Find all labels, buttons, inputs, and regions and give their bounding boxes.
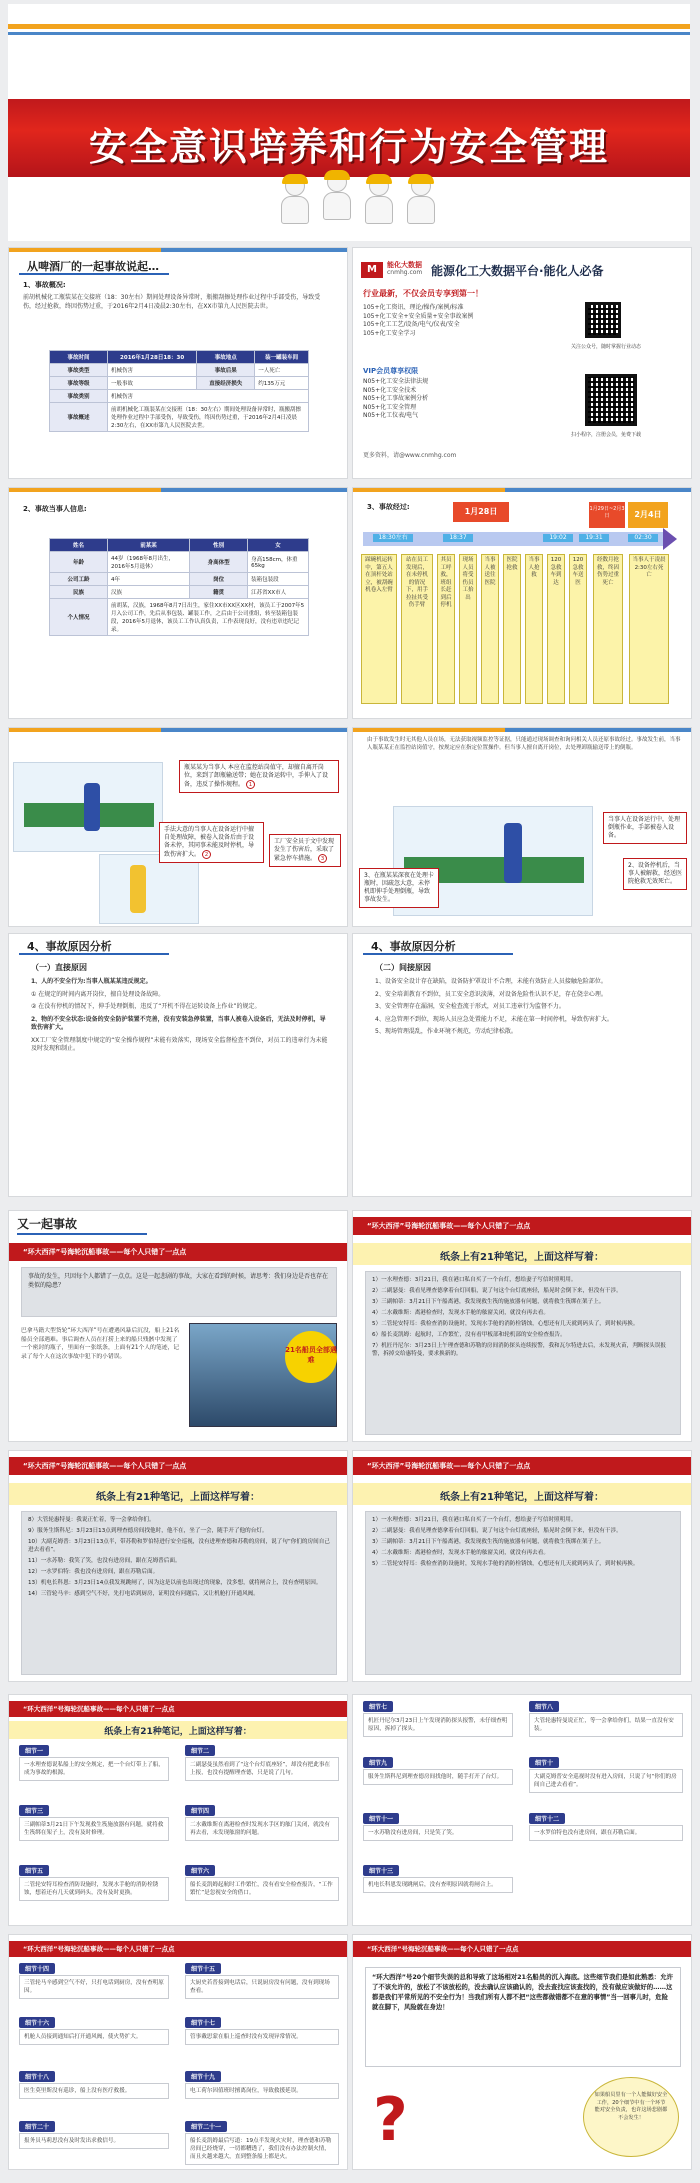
cause-direct-slide xyxy=(8,933,348,1197)
timeline-step: 当事人抢救 xyxy=(525,554,543,704)
details-slide-2 xyxy=(352,1694,692,1926)
qr2-caption: 扫小程序，注册会员，免费下载 xyxy=(571,432,642,438)
story-text: 巴拿马籍大型货轮“环大西洋”号在遭遇风暴后沉没，船上21名船员全部遇难。事后调查人员在打捞上来的船只残骸中发现了一个密封的瓶子，里面有一张纸条，上面有21个人的笔迹，记录了每个人在这次事故中犯下的小错误。 xyxy=(21,1328,180,1360)
detail-note: 二副瑟曼虽然看到了“这个台灯底座轻”，却没有把此事在上报，也没有提醒理查德，只是说了几句。 xyxy=(185,1757,339,1781)
detail-note: 管事戴思蒙在船上巡查时没有发现异常情况。 xyxy=(185,2029,339,2045)
section-header: 4、事故原因分析 xyxy=(371,940,456,953)
detail-tag: 细节三 xyxy=(19,1805,49,1816)
time-label: 02:30 xyxy=(628,534,658,542)
detail-tag: 细节十二 xyxy=(529,1813,565,1824)
timeline-step: 现场人员将受伤员工抬出 xyxy=(459,554,477,704)
detail-tag: 细节十九 xyxy=(185,2071,221,2082)
details-slide-3 xyxy=(8,1934,348,2170)
summary-text: 前胡机械化工瓶装某在交接班（18：30左右）期间处理设备异常时，瓶搬刮擦处理作业过程中手部受伤，导致受伤，经过抢救，终因伤势过重，于2016年2月4日凌晨2:30左右，在XX市第九人民医院去世。 xyxy=(23,294,321,310)
qr-code-icon[interactable] xyxy=(585,302,621,338)
callout-4: 当事人在设备运行中，处理倒瓶作业，手部被卷入设备。 xyxy=(603,812,687,844)
banner-text: “环大西洋”号海轮沉船事故——每个人只错了一点点 xyxy=(367,1462,531,1470)
time-label: 19:02 xyxy=(543,534,573,542)
banner-text: “环大西洋”号海轮沉船事故——每个人只错了一点点 xyxy=(23,1462,187,1470)
timeline-step: 120急救车到达 xyxy=(547,554,565,704)
cause-title: （一）直接原因 xyxy=(31,963,87,972)
detail-tag: 细节九 xyxy=(363,1757,393,1768)
detail-note: 一水理查德说私船上的安全规定，把一个台灯带上了船，成为事故的根源。 xyxy=(19,1757,169,1781)
detail-note: 二水戴维斯在离港检查时发现水手区的舷门关闭，就没有再去看，未发现舷窗的问题。 xyxy=(185,1817,339,1841)
detail-tag: 细节十八 xyxy=(19,2071,55,2082)
time-label: 19:31 xyxy=(579,534,609,542)
detail-tag: 细节二十一 xyxy=(185,2121,227,2132)
detail-tag: 细节十三 xyxy=(363,1865,399,1876)
detail-note: 大管轮惠特曼说正忙，等一会拿给你们，结果一直没有安装。 xyxy=(529,1713,683,1737)
notes-list: 1）一水理查德：3月21日，我在港口私自买了一个台灯，想给妻子写信时照明用。 2）二副瑟曼：我看见理查德拿着台灯回船，说了句这个台灯底座轻，船晃时会倒下来，但没有干涉。 3）三副帕蒂：3月21日下午船离港，我发现救生筏的施放器有问题，就将救生筏绑在架子上。 4）二水戴维斯：离港检查时，发现水手舱的舷窗关闭，就没有再去看。 5）二管轮安特耳：我检查消防设施时，发现水手舱的消防栓锈蚀，心想还有几天就到码头了，到时候再换。 6）船长麦凯姆：起航时，工作繁忙，没有看甲板部和轮机部的安全检查报告。 7）机匠丹尼尔：3月23日上午理查德和苏勒的房间消防探头连续报警，我和瓦尔特进去后，未发现火苗，判断探头误报警，拆掉交给惠特曼，要求换新的。 xyxy=(365,1271,681,1435)
story-slide-2 xyxy=(8,1450,348,1682)
scene-slide-2 xyxy=(352,727,692,927)
case-table: 事故时间 2016年1月28日18：30 事故地点 装一罐装车间 事故类型 机械伤害 事故后果 一人死亡 事故等级 一般事故 直接经济损失 约135万元 事故类别 机械伤害 事故概述 前胡机械化工瓶装某在交接班（18：30左右）期间处理设备异常时，瓶搬刮擦处理作业过程中手部受伤，导致受伤，终因伤势过重，于2016年2月4日凌晨2:30左右，在XX市第九人民医院去世。 xyxy=(49,350,309,432)
story-slide-3 xyxy=(352,1450,692,1682)
brand-name: 能化大数据 xyxy=(387,261,422,269)
scene-text: 由于事故发生时无其他人员在场，无法获取视频监控等证据，只能通过现场调查和询问相关人员还原事故经过。事故发生前，当事人瓶某某正在监控站岗值守，按规定应在指定位置操作。但当事人擅自离开岗位，去处理卸瓶输送带上的倒瓶。 xyxy=(367,737,681,751)
detail-note: 三副帕蒂3月21日下午发现救生筏施放器有问题，就将救生筏绑在架子上，没有及时修理。 xyxy=(19,1817,169,1841)
story-slide-1 xyxy=(352,1210,692,1442)
section-header: 从啤酒厂的一起事故说起… xyxy=(27,260,159,273)
detail-note: 电工荷尔因值班时擅离岗位，导致救援延误。 xyxy=(185,2083,339,2099)
ad-slide xyxy=(352,247,692,479)
vip-title: VIP会员尊享权限 xyxy=(363,367,419,375)
banner-text: “环大西洋”号海轮沉船事故——每个人只错了一点点 xyxy=(23,1945,175,1953)
ad-title: 能源化工大数据平台·能化人必备 xyxy=(431,264,604,278)
thought-bubble: 如果船员里有一个人能做好安全工作，20个细节中有一个环节能对安全负责，也许这场悲剧都不会发生！ xyxy=(583,2077,679,2157)
detail-tag: 细节四 xyxy=(185,1805,215,1816)
time-label: 18:30左右 xyxy=(373,534,413,542)
conclusion-text: “环大西洋”号20个细节失误的总和导致了这场相对21名船员的沉入海底。这些细节我们是如此熟悉：允许了不该允许的，放松了不该放松的，没去确认应该确认的，没去查找应该查找的，没有做应该做好的……这都是我们平常所见的不安全行为！当我们所有人都不把“这些都做错都不在意的事情”当一回事儿时，危险就在脚下，风险就在身边！ xyxy=(365,1967,681,2067)
callout-3: 工厂安全员于文中发现发生了伤害后，采取了紧急停车措施。 3 xyxy=(269,834,341,867)
banner-text: “环大西洋”号海轮沉船事故——每个人只错了一点点 xyxy=(23,1248,187,1256)
ad-lines: 105+化工资讯、理论/操作/案例/标准 105+化工安全+安全质量+安全事故案例 105+化工工艺/设备/电气/仪表/安全 105+化工安全学习 xyxy=(363,304,474,337)
detail-note: 一水罗伯特也没有进房间，跟在苏勒后面。 xyxy=(529,1825,683,1841)
top-blue-bar xyxy=(8,32,690,35)
conclusion-slide xyxy=(352,1934,692,2170)
worker-figures-illustration xyxy=(258,174,458,224)
vip-list: N05+化工安全法律法规 N05+化工安全技术 N05+化工事故案例分析 N05+化工安全管理 N05+化工仪表/电气 xyxy=(363,378,429,419)
detail-tag: 细节二 xyxy=(185,1745,215,1756)
ad-subtitle: 行业最新，不仅会员专享到第一！ xyxy=(363,289,483,298)
scene-slide-1 xyxy=(8,727,348,927)
cause-indirect-slide xyxy=(352,933,692,1197)
detail-note: 机舱人员接到通知后打开通风阀，使火势扩大。 xyxy=(19,2029,169,2045)
timeline-step: 当事人被送往医院 xyxy=(481,554,499,704)
cause-body: 1、人的不安全行为:当事人瓶某某违反规定。 ① 在规定的时间内离开岗位，擅自处理设备故障。 ② 在没有停机的情况下，伸手处理倒瓶，违反了“开机不得在运转设备上作业”的规定。 2、物的不安全状态:设备的安全防护装置不完善，没有安装急停装置，当事人被卷入设备后，无法及时停机，导致伤害扩大。 XX工厂安全管理制度中规定的“安全操作规程”未能有效落实，现场安全监督检查不到位，对员工的违章行为未能及时发现和制止。 xyxy=(31,978,328,1052)
notes-list: 8）大管轮惠特曼：我说正忙着，等一会拿给你们。 9）服务生斯科尼：3月23日13点到理查德房间找他时，他不在，坐了一会，随手开了他的台灯。 10）大副克姆普：3月23日13点半，带苏勒和罗伯特进行安全巡视，没有进理查德和苏勒的房间，说了句“你们的房间自己进去看看”。 11）一水苏勒：我笑了笑，也没有进房间，跟在克姆普后面。 12）一水罗伯特：我也没有进房间，跟在苏勒后面。 13）机电长科恩：3月23日14点我发现跳闸了，因为这是以前也出现过的现象，没多想，就将闸合上，没有查明原因。 14）三管轮马辛：感到空气不好，先打电话到厨房，证明没有问题后，又让机舱打开通风阀。 xyxy=(21,1511,337,1675)
qr1-caption: 关注公众号，随时掌握行业动态 xyxy=(571,344,642,350)
paper-title: 纸条上有21种笔记，上面这样写着： xyxy=(440,1492,604,1503)
paper-title: 纸条上有21种笔记，上面这样写着： xyxy=(96,1492,260,1503)
machine-illustration xyxy=(13,762,163,852)
time-label: 18:37 xyxy=(443,534,473,542)
timeline-step: 站在员工发现后，在未停机的情况下，用手拉扯其受伤手臂 xyxy=(401,554,433,704)
detail-tag: 细节一 xyxy=(19,1745,49,1756)
detail-note: 机电长科恩发现跳闸后，没有查明原因就将闸合上。 xyxy=(363,1877,513,1893)
timeline-step: 医院抢救 xyxy=(503,554,521,704)
question-mark-icon: ? xyxy=(373,2085,408,2155)
title-text: 安全意识培养和行为安全管理 xyxy=(88,125,609,169)
detail-note: 三管轮马辛感到空气不好，只打电话到厨房，没有查明原因。 xyxy=(19,1975,169,1999)
detail-note: 医生莫里斯没有巡诊，船上没有医疗救援。 xyxy=(19,2083,169,2099)
contact-text: 更多资料，请@www.cnmhg.com xyxy=(363,452,457,459)
detail-note: 大副克姆普安全巡视时没有进入房间，只说了句“你们的房间自己进去看看”。 xyxy=(529,1769,683,1793)
detail-note: 船长麦凯姆最后写道：19点半发现火灾时，理查德和苏勒房间已经烧穿，一切都糟透了，我们没有办法控制火情，而且火越来越大，直到整条船上都是火。 xyxy=(185,2133,339,2165)
persons-slide xyxy=(8,487,348,719)
paper-title: 纸条上有21种笔记，上面这样写着： xyxy=(104,1727,252,1737)
detail-tag: 细节十五 xyxy=(185,1963,221,1974)
detail-tag: 细节十四 xyxy=(19,1963,55,1974)
brand-site[interactable]: cnmhg.com xyxy=(387,269,423,276)
callout-1: 瓶某某为当事人 本应在监控站岗值守，却擅自离开岗位，来到了卸瓶输送带；她在设备运转中，手伸入了设备，违反了操作规程。 1 xyxy=(179,760,339,793)
detail-tag: 细节七 xyxy=(363,1701,393,1712)
detail-note: 一水苏勒没有进房间，只是笑了笑。 xyxy=(363,1825,513,1841)
cause-body: 1、设备安全设计存在缺陷，设备防护罩设计不合理，未能有效防止人员接触危险部位。 2、安全培训教育不到位，员工安全意识淡薄，对设备危险性认识不足，存在侥幸心理。 3、安全管理存在漏洞，安全检查流于形式，对员工违章行为监督不力。 4、应急管理不到位，现场人员应急处置能力不足，未能在第一时间停机，导致伤害扩大。 5、现场管理混乱，作业环境不规范，劳动纪律松散。 xyxy=(375,978,613,1035)
badge-21: 21名船员全部遇难 xyxy=(285,1331,337,1383)
detail-tag: 细节二十 xyxy=(19,2121,55,2132)
detail-note: 报务员马莉思没有及时发出求救信号。 xyxy=(19,2133,169,2149)
date1: 1月28日 xyxy=(453,502,509,522)
cause-title: （二）间接原因 xyxy=(375,963,431,972)
section-header: 又一起事故 xyxy=(17,1217,78,1231)
subsection-title: 1、事故概况: xyxy=(23,281,66,289)
another-accident-slide xyxy=(8,1210,348,1442)
detail-tag: 细节十六 xyxy=(19,2017,55,2028)
case-summary-slide xyxy=(8,247,348,479)
top-orange-bar xyxy=(8,24,690,29)
callout-6: 3、在瓶某某深夜在处理卡瓶时，因疏忽大意，未停机即伸手处理倒瓶，导致事故发生。 xyxy=(359,868,439,908)
detail-tag: 细节十七 xyxy=(185,2017,221,2028)
detail-note: 服务生斯科尼到理查德房间找他时，随手打开了台灯。 xyxy=(363,1769,513,1785)
detail-note: 大厨史若普接到电话后，只说厨房没有问题，没有到现场查看。 xyxy=(185,1975,339,1999)
timeline-step: 当事人于凌晨2:30左右死亡 xyxy=(629,554,669,704)
timeline-step: 120急救车送医 xyxy=(569,554,587,704)
detail-note: 机匠丹尼尔3月23日上午发现消防探头报警，未仔细查明原因，拆掉了探头。 xyxy=(363,1713,513,1737)
timeline-slide xyxy=(352,487,692,719)
intro-box: 事故的发生，只因每个人都错了一点点。这是一起悲剧的事故，大家在看到的时候，请思考：我们身边是否也存在类似的隐患？ xyxy=(21,1267,337,1317)
arrow-head-icon xyxy=(663,528,677,550)
notes-list: 1）一水理查德：3月21日，我在港口私自买了一个台灯，想给妻子写信时照明用。 2）二副瑟曼：我看见理查德拿着台灯回船，说了句这个台灯底座轻，船晃时会倒下来，但没有干涉。 3）三副帕蒂：3月21日下午船离港，我发现救生筏的施放器有问题，就将救生筏绑在架子上。 4）二水戴维斯：离港检查时，发现水手舱的舷窗关闭，就没有再去看。 5）二管轮安特耳：我检查消防设施时，发现水手舱的消防栓锈蚀，心想还有几天就到码头了，到时候再换。 xyxy=(365,1511,681,1675)
subsection-title: 3、事故经过: xyxy=(367,503,410,511)
callout-2: 手法大意的当事人在设备运行中擅自处理故障，被卷入设备后由于设备未停，其同事未能及时停机，导致伤害扩大。 2 xyxy=(159,822,264,863)
banner-text: “环大西洋”号海轮沉船事故——每个人只错了一点点 xyxy=(367,1945,519,1953)
brand-logo-icon: M xyxy=(361,262,383,278)
timeline-step: 踩碗机运转中，第五人在顶杆处站立，被刮碗机卷入左臂 xyxy=(361,554,397,704)
subsection-title: 2、事故当事人信息: xyxy=(23,505,87,513)
detail-tag: 细节十 xyxy=(529,1757,559,1768)
date3: 2月4日 xyxy=(628,502,668,528)
details-slide-1 xyxy=(8,1694,348,1926)
detail-note: 二管轮安特耳检查消防设施时，发现水手舱的消防栓锈蚀，想着还有几天就到码头，没有及时更换。 xyxy=(19,1877,169,1901)
paper-title: 纸条上有21种笔记，上面这样写着： xyxy=(440,1252,604,1263)
section-header: 4、事故原因分析 xyxy=(27,940,112,953)
title-slide xyxy=(8,4,690,241)
worker-illustration xyxy=(99,854,199,924)
detail-note: 船长麦凯姆起航时工作繁忙，没有看安全检查报告，“工作繁忙”是忽视安全的借口。 xyxy=(185,1877,339,1901)
detail-tag: 细节十一 xyxy=(363,1813,399,1824)
detail-tag: 细节八 xyxy=(529,1701,559,1712)
timeline-step: 其员工呼救，班组长赶到后停机 xyxy=(437,554,455,704)
detail-tag: 细节五 xyxy=(19,1865,49,1876)
persons-table: 姓名 前某某 性别 女 年龄 44岁（1968年8月出生，2016年5月退休） 身高体型 身高158cm，体重65kg 公司工龄 4年 岗位 装箱包装段 民族 汉族 籍贯 江苏省XX市人 个人情况 前胡某，汉族，1968年8月7日出生，家住XX市XX区XX村，该员工于2007年5月入公司工作，先后从事包装、罐装工作，之后由于公司重组，转至装箱包装段，2016年5月退休，该员工工作认真负责，工作表现良好，没有违章违纪记录。 xyxy=(49,538,309,636)
banner-text: “环大西洋”号海轮沉船事故——每个人只错了一点点 xyxy=(367,1222,531,1230)
miniprogram-qr-icon[interactable] xyxy=(585,374,637,426)
banner-text: “环大西洋”号海轮沉船事故——每个人只错了一点点 xyxy=(23,1705,175,1713)
timeline-step: 经数月抢救，终因伤势过重死亡 xyxy=(593,554,623,704)
callout-5: 2、设备停机后，当事人被解救，经送医院抢救无效死亡。 xyxy=(623,858,687,890)
detail-tag: 细节六 xyxy=(185,1865,215,1876)
date2: 1月29日~2月3日 xyxy=(589,502,625,528)
